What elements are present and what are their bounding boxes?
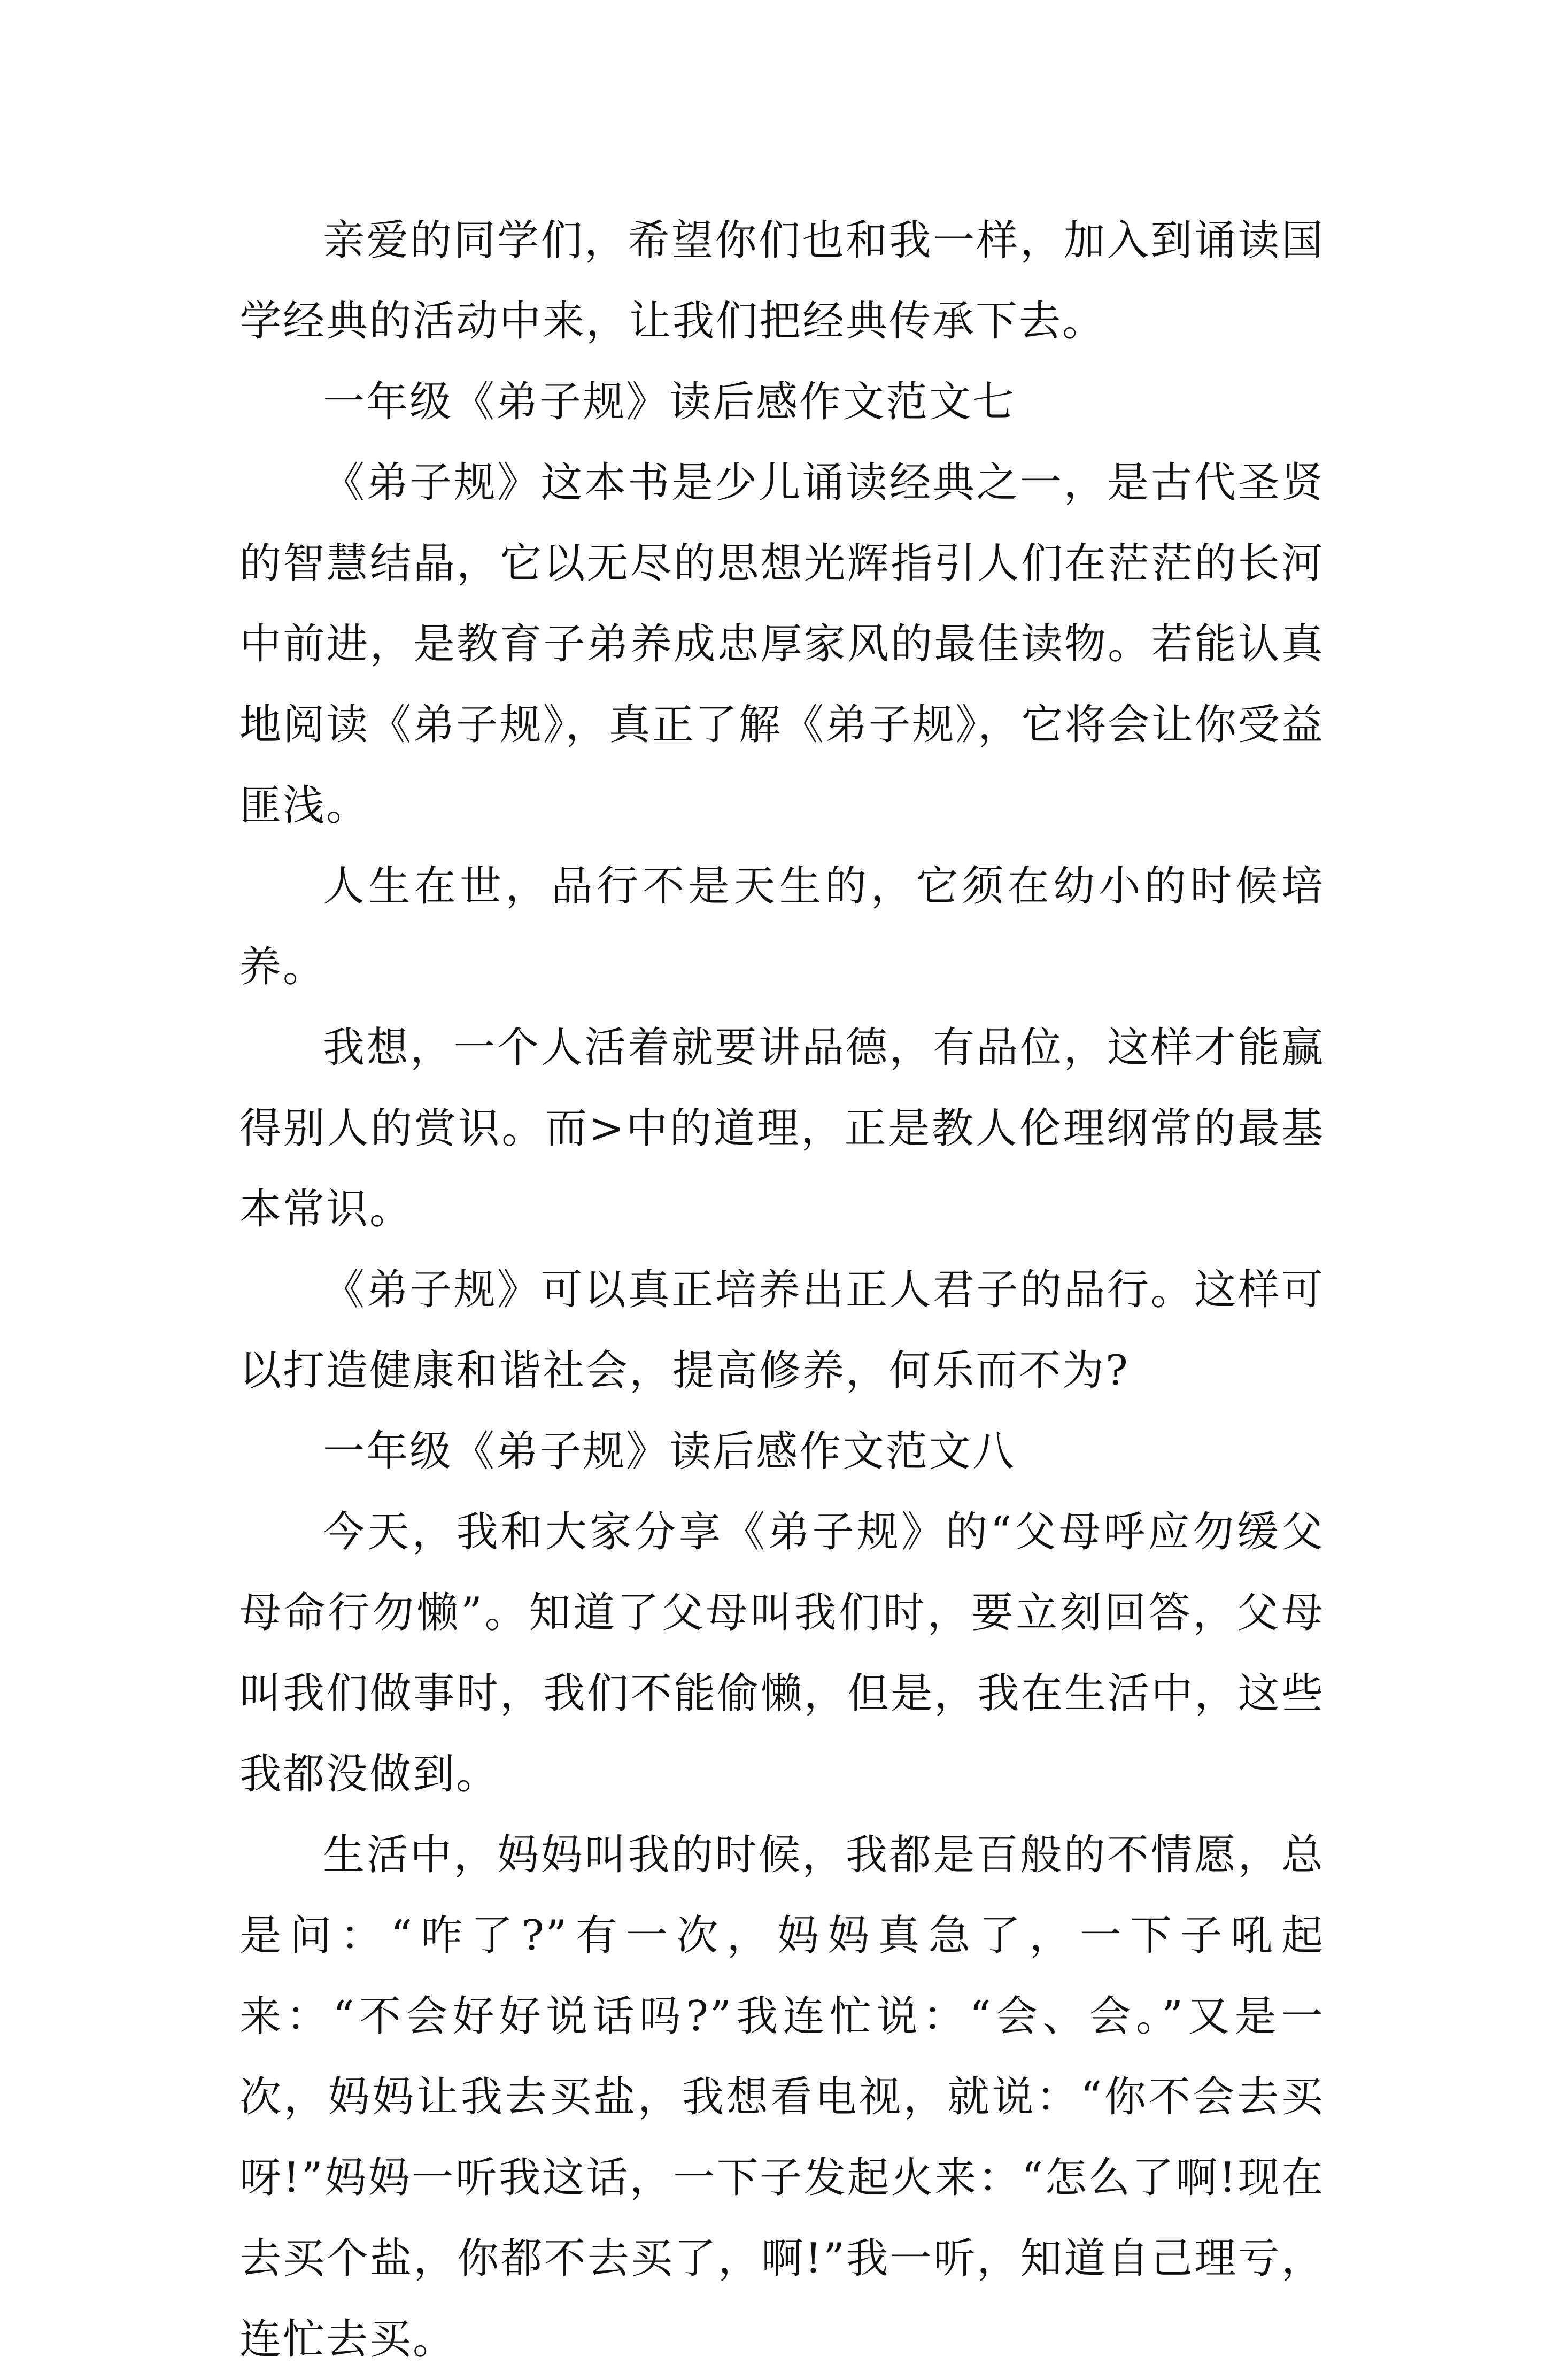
- paragraph-sharing: 今天，我和大家分享《弟子规》的“父母呼应勿缓父母命行勿懒”。知道了父母叫我们时，要立刻回答，父母叫我们做事时，我们不能偷懒，但是，我在生活中，这些我都没做到。: [239, 1508, 1325, 1798]
- paragraph-morality: 我想，一个人活着就要讲品德，有品位，这样才能赢得别人的赏识。而>中的道理，正是教人伦理纲常的最基本常识。: [239, 1024, 1325, 1233]
- section-heading-seven: 一年级《弟子规》读后感作文范文七: [323, 378, 1016, 426]
- paragraph-book-intro: 《弟子规》这本书是少儿诵读经典之一，是古代圣贤的智慧结晶，它以无尽的思想光辉指引人们在茫茫的长河中前进，是教育子弟养成忠厚家风的最佳读物。若能认真地阅读《弟子规》，真正了解《弟子规》，它将会让你受益匪浅。: [239, 459, 1325, 830]
- document-body: [239, 200, 1325, 2380]
- paragraph-story: 生活中，妈妈叫我的时候，我都是百般的不情愿，总是问：“咋了?”有一次，妈妈真急了，一下子吼起来：“不会好好说话吗?”我连忙说：“会、会。”又是一次，妈妈让我去买盐，我想看电视，就说：“你不会去买呀!”妈妈一听我这话，一下子发起火来：“怎么了啊!现在去买个盐，你都不去买了，啊!”我一听，知道自己理亏，连忙去买。: [239, 1831, 1325, 2363]
- section-heading-eight: 一年级《弟子规》读后感作文范文八: [323, 1427, 1016, 1475]
- paragraph-closing-appeal: 亲爱的同学们，希望你们也和我一样，加入到诵读国学经典的活动中来，让我们把经典传承下去。: [239, 217, 1325, 345]
- paragraph-character: 人生在世，品行不是天生的，它须在幼小的时候培养。: [239, 862, 1325, 991]
- paragraph-society: 《弟子规》可以真正培养出正人君子的品行。这样可以打造健康和谐社会，提高修养，何乐而不为?: [239, 1266, 1325, 1395]
